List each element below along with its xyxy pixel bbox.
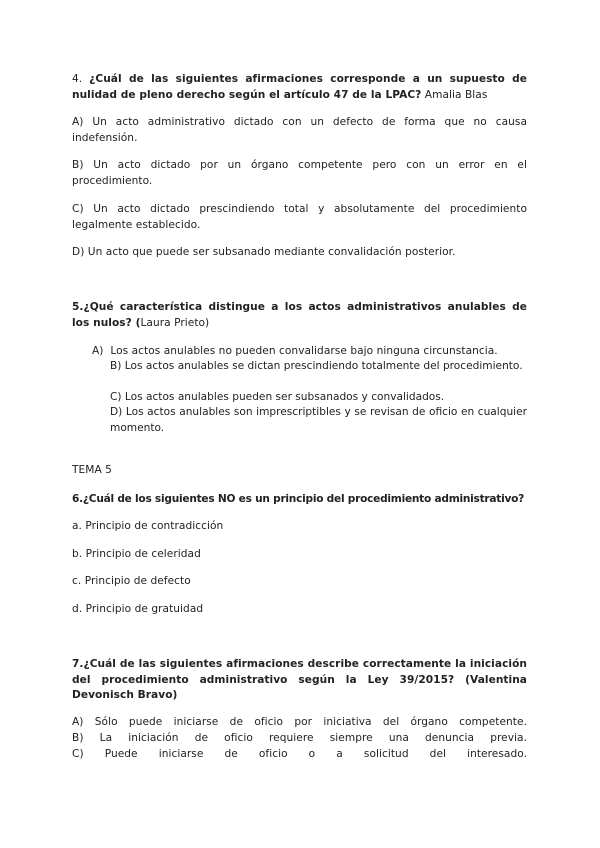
q5-option-d: D) Los actos anulables son imprescriptibles y se revisan de oficio en cualquier momento.: [110, 406, 527, 434]
q7-question: [72, 657, 527, 704]
q6-option-c: c. Principio de defecto: [72, 575, 191, 587]
q4-option-a: A) Un acto administrativo dictado con un defecto de forma que no causa indefensión.: [72, 116, 527, 144]
q5-option-a-text: Los actos anulables no pueden convalidarse bajo ninguna circunstancia.: [110, 345, 498, 357]
q4-option-b: B) Un acto dictado por un órgano competente pero con un error en el procedimiento.: [72, 159, 527, 187]
q5-option-a: [92, 344, 527, 360]
q6-question-text: 6.¿Cuál de los siguientes NO es un principio del procedimiento administrativo?: [72, 493, 525, 505]
q5-question: [72, 300, 527, 331]
q4-author: Amalia Blas: [421, 88, 488, 101]
q4-question: [72, 72, 527, 103]
q5-option-b: B) Los actos anulables se dictan prescindiendo totalmente del procedimiento.: [110, 360, 523, 372]
q6-question: [72, 492, 532, 508]
q7-question-text: 7.¿Cuál de las siguientes afirmaciones describe correctamente la iniciación del procedimiento administrativo según la Ley 39/2015? (Valentina Devonisch Bravo): [72, 658, 527, 702]
q4-option-d: D) Un acto que puede ser subsanado mediante convalidación posterior.: [72, 246, 456, 258]
q7-option-b: B) La iniciación de oficio requiere siempre una denuncia previa.: [72, 732, 527, 744]
q7-option-a: A) Sólo puede iniciarse de oficio por iniciativa del órgano competente.: [72, 716, 527, 728]
q4-question-text: ¿Cuál de las siguientes afirmaciones corresponde a un supuesto de nulidad de pleno derecho según el artículo 47 de la LPAC?: [72, 73, 528, 101]
section-heading: TEMA 5: [72, 464, 112, 476]
q5-option-a-label: A): [92, 345, 104, 357]
q5-option-c: C) Los actos anulables pueden ser subsanados y convalidados.: [110, 391, 445, 403]
q5-question-text: 5.¿Qué característica distingue a los actos administrativos anulables de los nulos? (: [72, 301, 527, 329]
q5-author: Laura Prieto): [140, 316, 210, 329]
q6-option-a: a. Principio de contradicción: [72, 520, 224, 532]
q6-option-b: b. Principio de celeridad: [72, 548, 201, 560]
q4-number: 4.: [72, 73, 90, 85]
q6-option-d: d. Principio de gratuidad: [72, 603, 204, 615]
q7-option-c: C) Puede iniciarse de oficio o a solicitud del interesado.: [72, 748, 527, 760]
q4-option-c: C) Un acto dictado prescindiendo total y absolutamente del procedimiento legalmente establecido.: [72, 203, 527, 231]
